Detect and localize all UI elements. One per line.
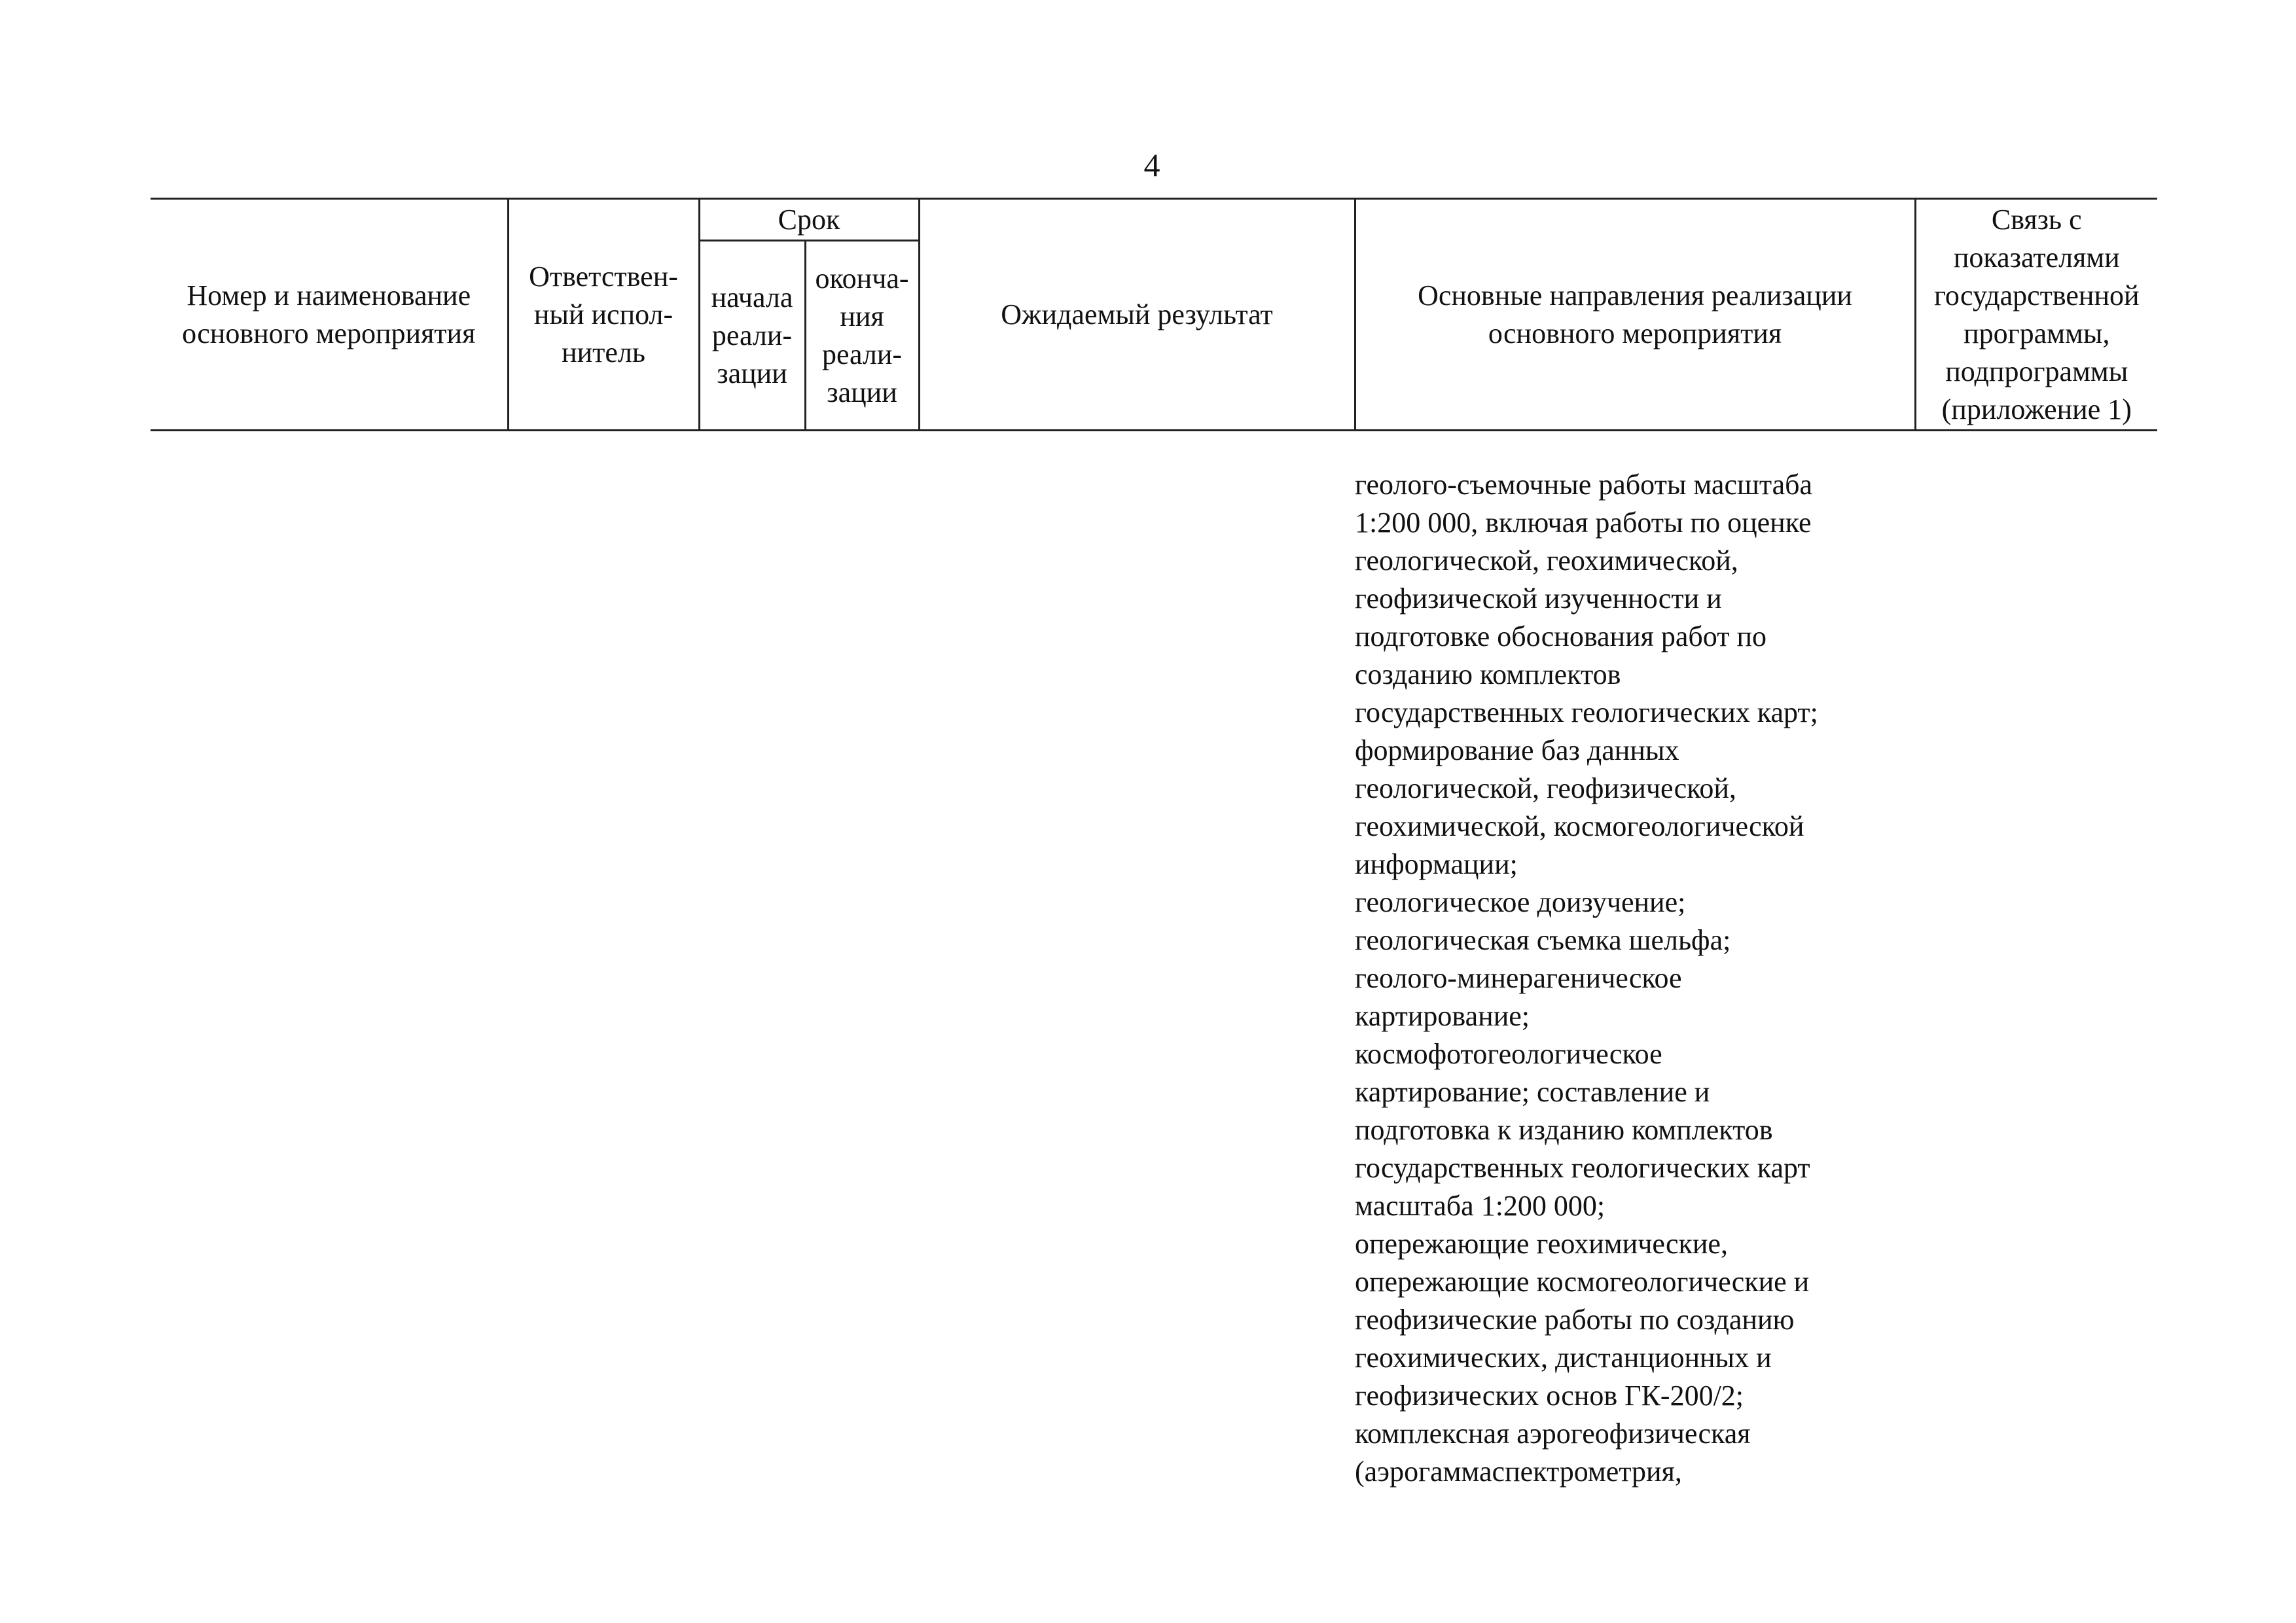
table-header xyxy=(151,198,2157,431)
header-responsible: Ответствен- ный испол- нитель xyxy=(508,199,699,431)
directions-text: геолого-съемочные работы масштаба 1:200 000, включая работы по оценке геологической, геохимической, геофизической изученности и подготовке обоснования работ по созданию комплектов государственных геологических карт; формирование баз данных геологической, геофизической, геохимической, космогеологической информации; геологическое доизучение; геологическая съемка шельфа; геолого-минерагеническое картирование; космофотогеологическое картирование; составление и подготовка к изданию комплектов государственных геологических карт масштаба 1:200 000; опережающие геохимические, опережающие космогеологические и геофизические работы по созданию геохимических, дистанционных и геофизических основ ГК-200/2; комплексная аэрогеофизическая (аэрогаммаспектрометрия, xyxy=(1355,469,1818,1488)
page-number: 4 xyxy=(1143,147,1160,183)
header-term: Срок xyxy=(699,199,919,241)
header-term-end: оконча- ния реали- зации xyxy=(805,241,919,431)
header-expected-result: Ожидаемый результат xyxy=(919,199,1355,431)
header-number-name: Номер и наименование основного мероприятия xyxy=(151,199,508,431)
header-link-indicators: Связь с показателями государственной программы, подпрограммы (приложение 1) xyxy=(1915,199,2157,431)
header-term-start: начала реали- зации xyxy=(699,241,805,431)
header-directions: Основные направления реализации основного мероприятия xyxy=(1355,199,1915,431)
